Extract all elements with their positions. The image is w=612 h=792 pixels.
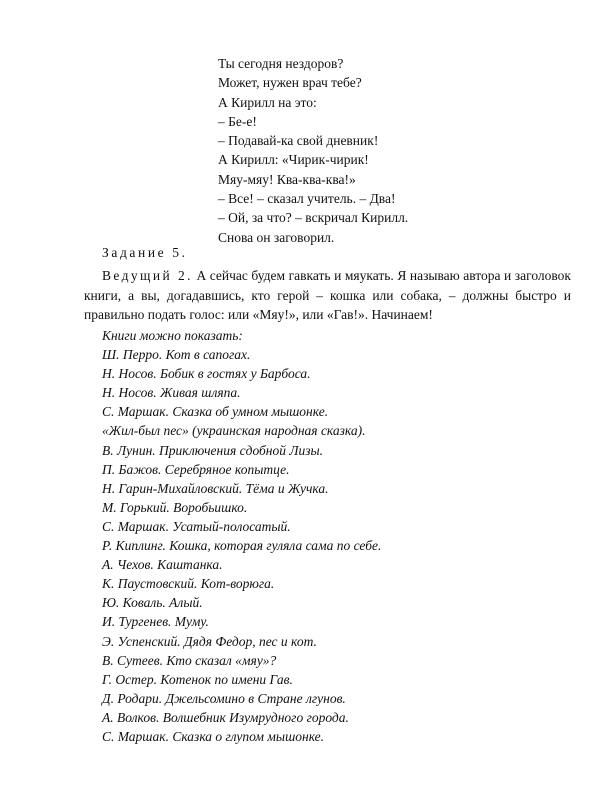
book-list-item: Н. Носов. Живая шляпа. [102, 385, 241, 401]
task-heading: Задание 5. [102, 245, 188, 260]
book-list-item: «Жил-был пес» (украинская народная сказка). [102, 423, 366, 439]
book-list-item: Д. Родари. Джельсомино в Стране лгунов. [102, 690, 346, 706]
host-name: Ведущий 2. [102, 268, 193, 283]
book-list-item: С. Маршак. Усатый-полосатый. [102, 518, 291, 534]
poem-line: А Кирилл на это: [218, 94, 317, 110]
book-list-intro: Книги можно показать: [102, 328, 243, 343]
host-paragraph [84, 266, 571, 325]
poem-line: – Все! – сказал учитель. – Два! [218, 191, 396, 207]
book-list-item: Ш. Перро. Кот в сапогах. [102, 347, 251, 363]
book-list-item: В. Лунин. Приключения сдобной Лизы. [102, 442, 324, 458]
poem-line: – Ой, за что? – вскричал Кирилл. [218, 210, 409, 226]
poem-line: – Подавай-ка свой дневник! [218, 133, 379, 149]
book-list-item: Р. Киплинг. Кошка, которая гуляла сама по себе. [102, 538, 382, 554]
book-list-item: П. Бажов. Серебряное копытце. [102, 461, 290, 477]
book-list-item: С. Маршак. Сказка о глупом мышонке. [102, 728, 325, 744]
book-list-item: В. Сутеев. Кто сказал «мяу»? [102, 652, 277, 668]
book-list-item: А. Чехов. Каштанка. [102, 557, 223, 573]
book-list-item: М. Горький. Воробьишко. [102, 499, 248, 515]
poem-line: Снова он заговорил. [218, 229, 335, 245]
poem-line: Ты сегодня нездоров? [218, 56, 344, 71]
book-list-item: Н. Носов. Бобик в гостях у Барбоса. [102, 366, 311, 382]
book-list-item: А. Волков. Волшебник Изумрудного города. [102, 709, 349, 725]
book-list-item: К. Паустовский. Кот-ворюга. [102, 576, 275, 592]
poem-block [218, 54, 538, 247]
poem-line: Мяу-мяу! Ква-ква-ква!» [218, 171, 356, 187]
book-list-item: С. Маршак. Сказка об умном мышонке. [102, 404, 329, 420]
book-list-item: Ю. Коваль. Алый. [102, 595, 203, 611]
book-list-item: Э. Успенский. Дядя Федор, пес и кот. [102, 633, 317, 649]
book-list-item: Г. Остер. Котенок по имени Гав. [102, 671, 293, 687]
book-list-item: И. Тургенев. Муму. [102, 614, 209, 630]
poem-line: – Бе-е! [218, 113, 257, 129]
book-list-item: Н. Гарин-Михайловский. Тёма и Жучка. [102, 480, 329, 496]
host-text: А сейчас будем гавкать и мяукать. Я называю автора и заголовок книги, а вы, догадавшись, кто герой – кошка или собака, – должны быстро и правильно подать голос: или «Мяу!», или «Гав!». Начинаем! [84, 268, 571, 322]
poem-line: Может, нужен врач тебе? [218, 75, 362, 91]
book-list [102, 326, 562, 746]
poem-line: А Кирилл: «Чирик-чирик! [218, 152, 369, 168]
